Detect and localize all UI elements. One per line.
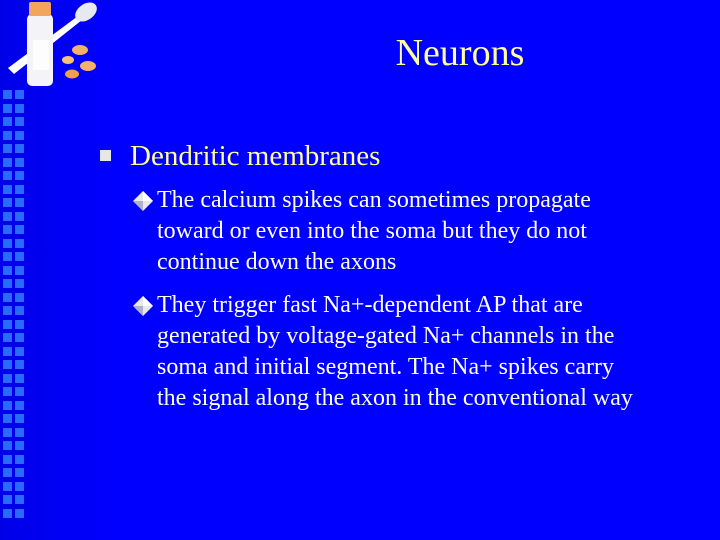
decorative-square (3, 374, 12, 383)
subbullet-line: soma and initial segment. The Na+ spikes carry (157, 354, 614, 380)
decorative-square (15, 320, 24, 329)
decorative-square (15, 455, 24, 464)
decorative-square (3, 171, 12, 180)
medicine-bottle-spoon-pills-icon (0, 0, 110, 100)
decorative-square (15, 185, 24, 194)
decorative-square (15, 347, 24, 356)
decorative-square (3, 225, 12, 234)
decorative-square (15, 401, 24, 410)
decorative-square (3, 117, 12, 126)
decorative-square (15, 117, 24, 126)
decorative-square (3, 441, 12, 450)
decorative-square (15, 212, 24, 221)
decorative-square (3, 482, 12, 491)
decorative-square (15, 293, 24, 302)
decorative-square (3, 509, 12, 518)
bullet-text: Dendritic membranes (130, 140, 381, 172)
decorative-square (3, 212, 12, 221)
decorative-square (15, 171, 24, 180)
subbullet-line: They trigger fast Na+-dependent AP that are (157, 292, 583, 318)
decorative-square (3, 414, 12, 423)
decorative-square (3, 347, 12, 356)
slide-title: Neurons (395, 32, 525, 74)
decorative-square (15, 144, 24, 153)
decorative-square (15, 198, 24, 207)
decorative-square (3, 455, 12, 464)
decorative-square (3, 495, 12, 504)
decorative-square (15, 414, 24, 423)
decorative-square (15, 225, 24, 234)
decorative-square (3, 468, 12, 477)
subbullet-line: The calcium spikes can sometimes propagate (157, 187, 591, 213)
decorative-square (15, 104, 24, 113)
diamond-bullet-icon (132, 190, 154, 212)
decorative-square (15, 279, 24, 288)
decorative-square (15, 468, 24, 477)
decorative-square (3, 387, 12, 396)
decorative-square (3, 252, 12, 261)
diamond-bullet-icon (132, 295, 154, 317)
decorative-square (15, 374, 24, 383)
decorative-square (15, 333, 24, 342)
decorative-square (3, 158, 12, 167)
decorative-square (15, 441, 24, 450)
subbullet-fast-na-ap (132, 290, 717, 414)
decorative-square (3, 185, 12, 194)
decorative-square (15, 252, 24, 261)
subbullet-line: the signal along the axon in the conventional way (157, 385, 633, 411)
decorative-square (3, 306, 12, 315)
decorative-square (3, 401, 12, 410)
decorative-square (15, 428, 24, 437)
decorative-square (3, 239, 12, 248)
subbullet-line: generated by voltage-gated Na+ channels in the (157, 323, 615, 349)
decorative-square (15, 360, 24, 369)
decorative-square (15, 239, 24, 248)
decorative-square (3, 104, 12, 113)
decorative-square (3, 131, 12, 140)
decorative-square (15, 131, 24, 140)
decorative-square (15, 387, 24, 396)
square-bullet-icon (100, 150, 111, 161)
decorative-square (3, 360, 12, 369)
decorative-square (15, 482, 24, 491)
decorative-square (15, 266, 24, 275)
subbullet-line: toward or even into the soma but they do not (157, 218, 587, 244)
decorative-square (3, 333, 12, 342)
decorative-square (3, 144, 12, 153)
decorative-square (15, 158, 24, 167)
subbullet-calcium-spikes (132, 185, 717, 278)
decorative-square (15, 495, 24, 504)
decorative-square (3, 198, 12, 207)
decorative-square (15, 306, 24, 315)
decorative-square (3, 279, 12, 288)
subbullet-line: continue down the axons (157, 249, 397, 275)
decorative-square (3, 320, 12, 329)
decorative-square (3, 293, 12, 302)
decorative-square (3, 266, 12, 275)
decorative-square (15, 509, 24, 518)
decorative-square (3, 428, 12, 437)
